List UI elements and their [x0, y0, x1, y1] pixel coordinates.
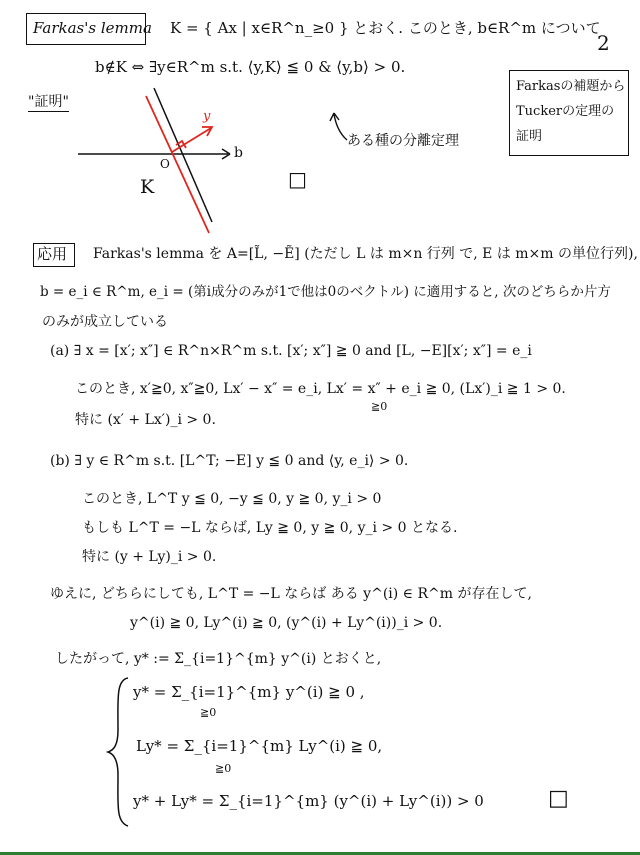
figure-label-k: K	[140, 176, 155, 198]
case-a-underbrace-note: ≧0	[371, 400, 388, 413]
lemma-title: Farkas's lemma	[33, 19, 152, 37]
figure-label-o: O	[160, 157, 170, 171]
case-a-line-1: このとき, x′≧0, x″≧0, Lx′ − x″ = e_i, Lx′ = x″ + e_i ≧ 0, (Lx′)_i ≧ 1 > 0.	[75, 381, 566, 397]
side-note-line-2: Tuckerの定理の	[516, 104, 615, 119]
case-a-line-2: 特に (x′ + Lx′)_i > 0.	[75, 412, 216, 428]
side-note-line-1: Farkasの補題から	[516, 79, 626, 94]
lemma-definition: K = { Ax | x∈R^n_≥0 } とおく. このとき, b∈R^m について	[170, 19, 601, 37]
figure-label-y: y	[203, 109, 211, 124]
case-b-line-1: このとき, L^T y ≦ 0, −y ≦ 0, y ≧ 0, y_i > 0	[82, 491, 382, 507]
figure-caption: ある種の分離定理	[347, 133, 459, 149]
side-note-line-3: 証明	[516, 129, 543, 144]
system-line-1: y* = Σ_{i=1}^{m} y^(i) ≧ 0 ,	[133, 683, 365, 701]
system-line-2: Ly* = Σ_{i=1}^{m} Ly^(i) ≧ 0,	[136, 737, 383, 755]
conclusion-line-1: ゆえに, どちらにしても, L^T = −L ならば ある y^(i) ∈ R^m が存在して,	[50, 586, 532, 602]
case-b-heading: (b) ∃ y ∈ R^m s.t. [L^T; −E] y ≦ 0 and ⟨y, e_i⟩ > 0.	[50, 453, 409, 469]
application-line-1: Farkas's lemma を A=[L̃, −Ẽ] (ただし L は m×n 行列 で, E は m×m の単位行列),	[93, 246, 638, 262]
qed-mark-1: □	[288, 167, 307, 191]
conclusion-line-2: y^(i) ≧ 0, Ly^(i) ≧ 0, (y^(i) + Ly^(i))_i > 0.	[130, 615, 443, 631]
proof-label: "証明"	[28, 94, 69, 110]
therefore-line: したがって, y* := Σ_{i=1}^{m} y^(i) とおくと,	[55, 651, 382, 667]
lemma-statement: b∉K ⇔ ∃y∈R^m s.t. ⟨y,K⟩ ≦ 0 & ⟨y,b⟩ > 0.	[95, 58, 406, 76]
case-b-line-3: 特に (y + Ly)_i > 0.	[82, 549, 217, 565]
figure-label-b: b	[234, 145, 243, 161]
case-b-line-2: もしも L^T = −L ならば, Ly ≧ 0, y ≧ 0, y_i > 0 となる.	[82, 520, 458, 536]
system-line-1-under: ≧0	[200, 706, 217, 719]
qed-mark-2: □	[548, 786, 569, 811]
application-line-2: b = e_i ∈ R^m, e_i = (第i成分のみが1で他は0のベクトル) に適用すると, 次のどちらか片方	[40, 284, 611, 300]
system-line-3: y* + Ly* = Σ_{i=1}^{m} (y^(i) + Ly^(i)) > 0	[133, 792, 484, 810]
application-line-3: のみが成立している	[42, 314, 168, 330]
case-a-heading: (a) ∃ x = [x′; x″] ∈ R^n×R^m s.t. [x′; x″] ≧ 0 and [L, −E][x′; x″] = e_i	[50, 343, 532, 359]
system-line-2-under: ≧0	[215, 762, 232, 775]
application-label: 応用	[37, 245, 68, 263]
page-number: 2	[597, 31, 610, 55]
